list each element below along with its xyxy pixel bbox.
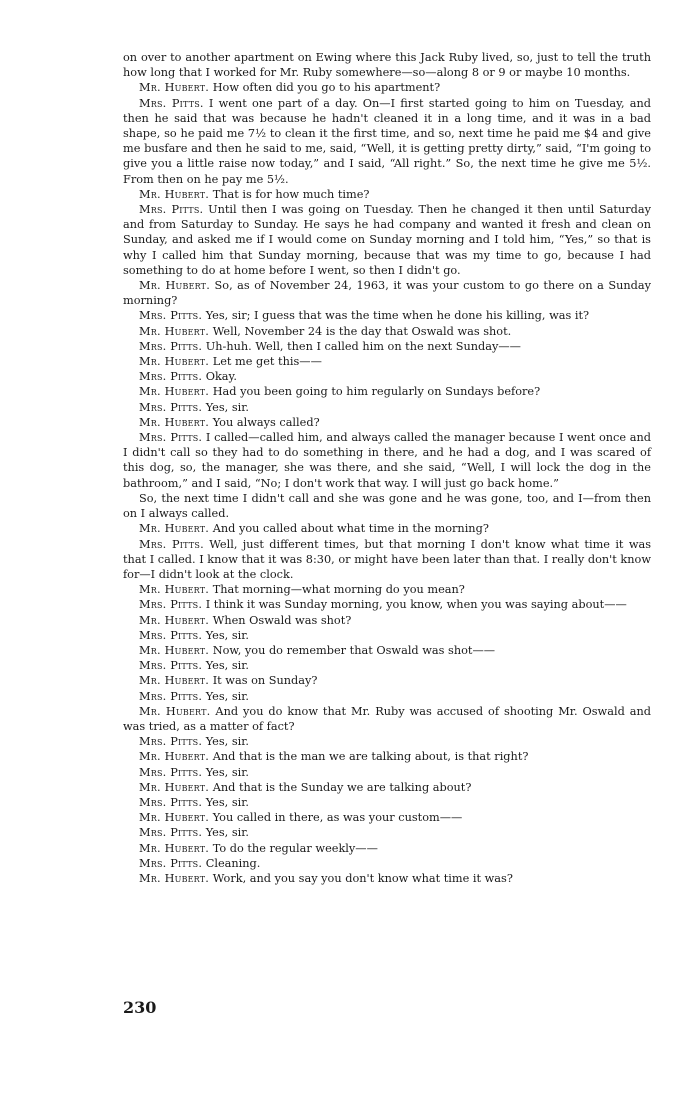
testimony-paragraph [123, 491, 651, 521]
testimony-paragraph [123, 597, 651, 612]
speaker-label: Mrs. Pitts. [139, 795, 203, 809]
testimony-paragraph [123, 825, 651, 840]
paragraph-text: I think it was Sunday morning, you know, when you was saying about—— [205, 598, 627, 612]
document-page [123, 50, 651, 886]
speaker-label: Mrs. Pitts. [139, 765, 203, 779]
paragraph-text: Well, November 24 is the day that Oswald was shot. [212, 324, 512, 338]
speaker-label: Mrs. Pitts. [139, 826, 203, 840]
paragraph-text: That morning—what morning do you mean? [212, 583, 465, 597]
paragraph-text: Cleaning. [205, 856, 261, 870]
speaker-label: Mrs. Pitts. [139, 856, 203, 870]
speaker-label: Mr. Hubert. [139, 811, 210, 825]
testimony-paragraph [123, 50, 651, 80]
testimony-paragraph [123, 354, 651, 369]
testimony-paragraph [123, 415, 651, 430]
testimony-paragraph [123, 324, 651, 339]
speaker-label: Mrs. Pitts. [139, 431, 203, 445]
testimony-paragraph [123, 308, 651, 323]
speaker-label: Mr. Hubert. [139, 279, 211, 293]
paragraph-text: I called—called him, and always called the manager because I went once and I didn't call so they had to do something in there, and he had a dog, and I was scared of this dog, so, the manager, she was there, and she said, “Well, I will lock the dog in the bathroom,” and I said, “No; I don't work that way. I will just go back home.” [123, 431, 652, 490]
paragraph-text: Let me get this—— [212, 355, 322, 369]
paragraph-text: Well, just different times, but that morning I don't know what time it was that I called. I know that it was 8:30, or might have been later than that. I really don't know for—I didn't look at the clock. [123, 537, 652, 581]
speaker-label: Mrs. Pitts. [139, 203, 204, 217]
paragraph-text: Yes, sir. [205, 826, 250, 840]
paragraph-text: I went one part of a day. On—I first started going to him on Tuesday, and then he said that was because he hadn't cleaned it in a long time, and it was in a bad shape, so he paid me 7½ to clean it the first time, and so, next time he paid me $4 and give me busfare and then he said to me, said, “Well, it is getting pretty dirty,” said, “I'm going to give you a little raise now today,” and I said, “All right.” So, the next time he give me 5½. From then on he pay me 5½. [123, 96, 652, 186]
speaker-label: Mrs. Pitts. [139, 96, 204, 110]
paragraph-text: Yes, sir. [205, 659, 250, 673]
paragraph-text: So, the next time I didn't call and she was gone and he was gone, too, and I—from then on I always called. [123, 491, 651, 521]
speaker-label: Mr. Hubert. [139, 522, 210, 536]
paragraph-text: How often did you go to his apartment? [212, 81, 441, 95]
paragraph-text: Until then I was going on Tuesday. Then he changed it then until Saturday and from Saturday to Sunday. He says he had company and wanted it fresh and clean on Sunday, and asked me if I would come on Sunday morning and I told him, “Yes,” so that is why I called him that Sunday morning, because that was my time to go, because I had something to do at home before I went, so then I didn't go. [123, 203, 651, 277]
speaker-label: Mr. Hubert. [139, 780, 210, 794]
speaker-label: Mrs. Pitts. [139, 309, 203, 323]
testimony-paragraph [123, 369, 651, 384]
testimony-paragraph [123, 810, 651, 825]
testimony-paragraph [123, 658, 651, 673]
speaker-label: Mr. Hubert. [139, 324, 210, 338]
paragraph-text: Yes, sir. [205, 735, 250, 749]
testimony-paragraph [123, 582, 651, 597]
speaker-label: Mr. Hubert. [139, 187, 210, 201]
paragraph-text: It was on Sunday? [212, 674, 318, 688]
paragraph-text: Uh-huh. Well, then I called him on the next Sunday—— [205, 339, 521, 353]
testimony-paragraph [123, 537, 651, 583]
paragraph-text: Okay. [205, 370, 238, 384]
speaker-label: Mr. Hubert. [139, 415, 210, 429]
speaker-label: Mr. Hubert. [139, 643, 210, 657]
paragraph-text: And that is the Sunday we are talking about? [212, 780, 472, 794]
speaker-label: Mrs. Pitts. [139, 628, 203, 642]
testimony-paragraph [123, 734, 651, 749]
speaker-label: Mr. Hubert. [139, 583, 210, 597]
speaker-label: Mrs. Pitts. [139, 537, 204, 551]
paragraph-text: Yes, sir; I guess that was the time when he done his killing, was it? [205, 309, 590, 323]
paragraph-text: You called in there, as was your custom—— [212, 811, 463, 825]
paragraph-text: You always called? [212, 415, 320, 429]
paragraph-text: So, as of November 24, 1963, it was your custom to go there on a Sunday morning? [123, 279, 651, 308]
paragraph-text: And that is the man we are talking about, is that right? [212, 750, 529, 764]
testimony-paragraph [123, 202, 651, 278]
page-number: 230 [123, 998, 157, 1017]
paragraph-text: Yes, sir. [205, 628, 250, 642]
testimony-paragraph [123, 871, 651, 886]
testimony-paragraph [123, 613, 651, 628]
testimony-paragraph [123, 339, 651, 354]
testimony-paragraph [123, 765, 651, 780]
paragraph-text: When Oswald was shot? [212, 613, 352, 627]
testimony-paragraph [123, 673, 651, 688]
testimony-paragraph [123, 749, 651, 764]
speaker-label: Mrs. Pitts. [139, 659, 203, 673]
paragraph-text: Yes, sir. [205, 689, 250, 703]
speaker-label: Mrs. Pitts. [139, 339, 203, 353]
speaker-label: Mr. Hubert. [139, 81, 210, 95]
paragraph-text: That is for how much time? [212, 187, 370, 201]
paragraph-text: Yes, sir. [205, 795, 250, 809]
speaker-label: Mr. Hubert. [139, 385, 210, 399]
paragraph-text: And you called about what time in the morning? [212, 522, 489, 536]
testimony-paragraph [123, 689, 651, 704]
paragraph-text: Had you been going to him regularly on Sundays before? [212, 385, 541, 399]
speaker-label: Mrs. Pitts. [139, 400, 203, 414]
speaker-label: Mr. Hubert. [139, 355, 210, 369]
speaker-label: Mr. Hubert. [139, 750, 210, 764]
testimony-paragraph [123, 856, 651, 871]
testimony-paragraph [123, 643, 651, 658]
testimony-paragraph [123, 780, 651, 795]
testimony-paragraph [123, 400, 651, 415]
speaker-label: Mr. Hubert. [139, 841, 210, 855]
speaker-label: Mr. Hubert. [139, 871, 210, 885]
speaker-label: Mr. Hubert. [139, 674, 210, 688]
speaker-label: Mr. Hubert. [139, 704, 211, 718]
testimony-paragraph [123, 841, 651, 856]
paragraph-text: To do the regular weekly—— [212, 841, 378, 855]
speaker-label: Mrs. Pitts. [139, 598, 203, 612]
paragraph-text: on over to another apartment on Ewing where this Jack Ruby lived, so, just to tell the truth how long that I worked for Mr. Ruby somewhere—so—along 8 or 9 or maybe 10 months. [123, 51, 651, 80]
testimony-paragraph [123, 704, 651, 734]
testimony-paragraph [123, 278, 651, 308]
paragraph-text: Yes, sir. [205, 400, 250, 414]
testimony-paragraph [123, 521, 651, 536]
testimony-paragraph [123, 628, 651, 643]
speaker-label: Mrs. Pitts. [139, 735, 203, 749]
testimony-paragraph [123, 795, 651, 810]
speaker-label: Mrs. Pitts. [139, 689, 203, 703]
testimony-paragraph [123, 430, 651, 491]
paragraph-text: Work, and you say you don't know what time it was? [212, 871, 513, 885]
testimony-paragraph [123, 187, 651, 202]
testimony-paragraph [123, 384, 651, 399]
speaker-label: Mr. Hubert. [139, 613, 210, 627]
paragraph-text: Now, you do remember that Oswald was shot—— [212, 643, 496, 657]
testimony-paragraph [123, 80, 651, 95]
testimony-paragraph [123, 96, 651, 187]
speaker-label: Mrs. Pitts. [139, 370, 203, 384]
paragraph-text: And you do know that Mr. Ruby was accused of shooting Mr. Oswald and was tried, as a matter of fact? [123, 704, 651, 733]
paragraph-text: Yes, sir. [205, 765, 250, 779]
